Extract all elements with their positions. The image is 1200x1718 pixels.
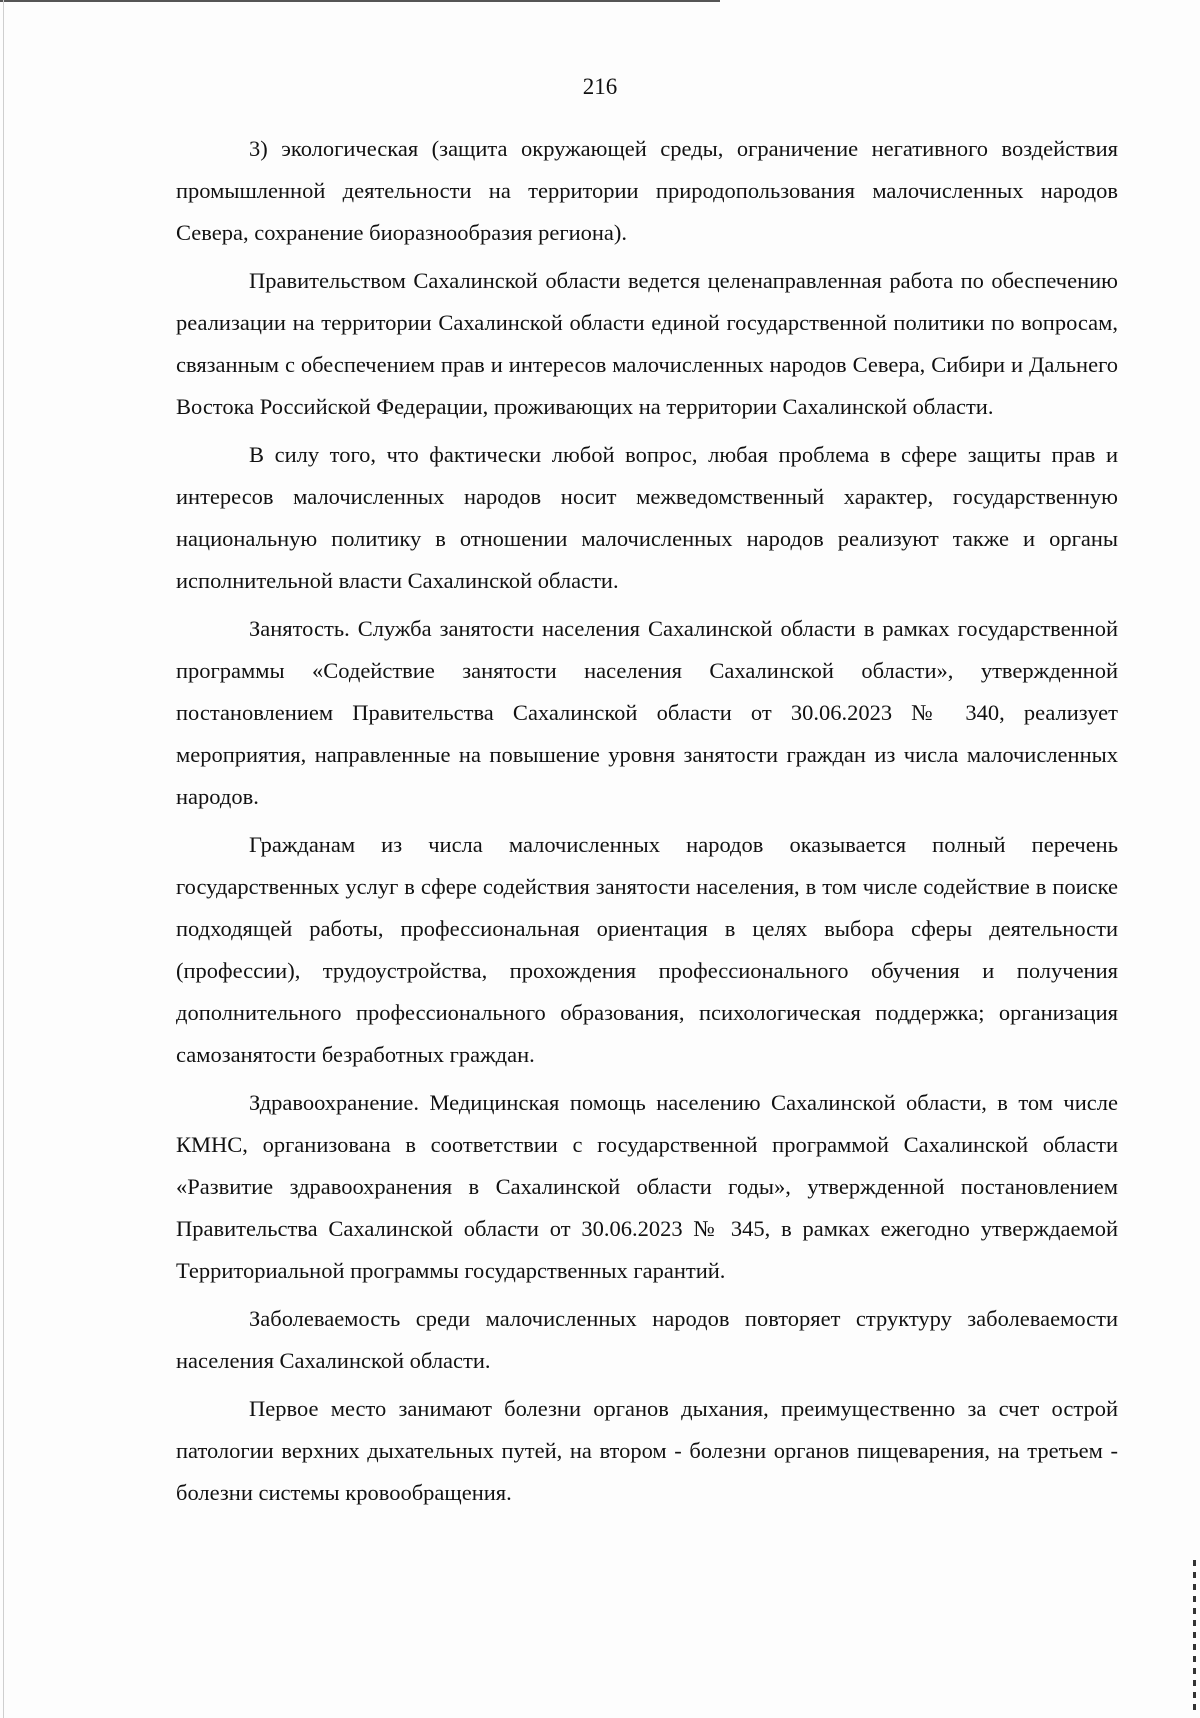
scan-border-top bbox=[0, 0, 720, 2]
body-text bbox=[176, 128, 1118, 1520]
scan-edge-marks bbox=[1193, 1560, 1196, 1710]
paragraph-healthcare: Здравоохранение. Медицинская помощь населению Сахалинской области, в том числе КМНС, организована в соответствии с государственной программой Сахалинской области «Развитие здравоохранения в Сахалинской области годы», утвержденной постановлением Правительства Сахалинской области от 30.06.2023 № 345, в рамках ежегодно утверждаемой Территориальной программы государственных гарантий. bbox=[176, 1090, 1118, 1283]
scan-border-left bbox=[3, 0, 4, 1718]
paragraph-diseases: Первое место занимают болезни органов дыхания, преимущественно за счет острой патологии верхних дыхательных путей, на втором - болезни органов пищеварения, на третьем - болезни системы кровообращения. bbox=[176, 1396, 1118, 1505]
page-number: 216 bbox=[582, 74, 618, 99]
paragraph-employment: Занятость. Служба занятости населения Сахалинской области в рамках государственной программы «Содействие занятости населения Сахалинской области», утвержденной постановлением Правительства Сахалинской области от 30.06.2023 № 340, реализует мероприятия, направленные на повышение уровня занятости граждан из числа малочисленных народов. bbox=[176, 616, 1118, 809]
paragraph-morbidity: Заболеваемость среди малочисленных народов повторяет структуру заболеваемости населения Сахалинской области. bbox=[176, 1306, 1118, 1373]
paragraph-ecological: 3) экологическая (защита окружающей среды, ограничение негативного воздействия промышленной деятельности на территории природопользования малочисленных народов Севера, сохранение биоразнообразия региона). bbox=[176, 136, 1118, 245]
paragraph-government-work: Правительством Сахалинской области ведется целенаправленная работа по обеспечению реализации на территории Сахалинской области единой государственной политики по вопросам, связанным с обеспечением прав и интересов малочисленных народов Севера, Сибири и Дальнего Востока Российской Федерации, проживающих на территории Сахалинской области. bbox=[176, 268, 1118, 419]
paragraph-employment-services: Гражданам из числа малочисленных народов оказывается полный перечень государственных услуг в сфере содействия занятости населения, в том числе содействие в поиске подходящей работы, профессиональная ориентация в целях выбора сферы деятельности (профессии), трудоустройства, прохождения профессионального обучения и получения дополнительного профессионального образования, психологическая поддержка; организация самозанятости безработных граждан. bbox=[176, 832, 1118, 1067]
paragraph-interdepartmental: В силу того, что фактически любой вопрос, любая проблема в сфере защиты прав и интересов малочисленных народов носит межведомственный характер, государственную национальную политику в отношении малочисленных народов реализуют также и органы исполнительной власти Сахалинской области. bbox=[176, 442, 1118, 593]
